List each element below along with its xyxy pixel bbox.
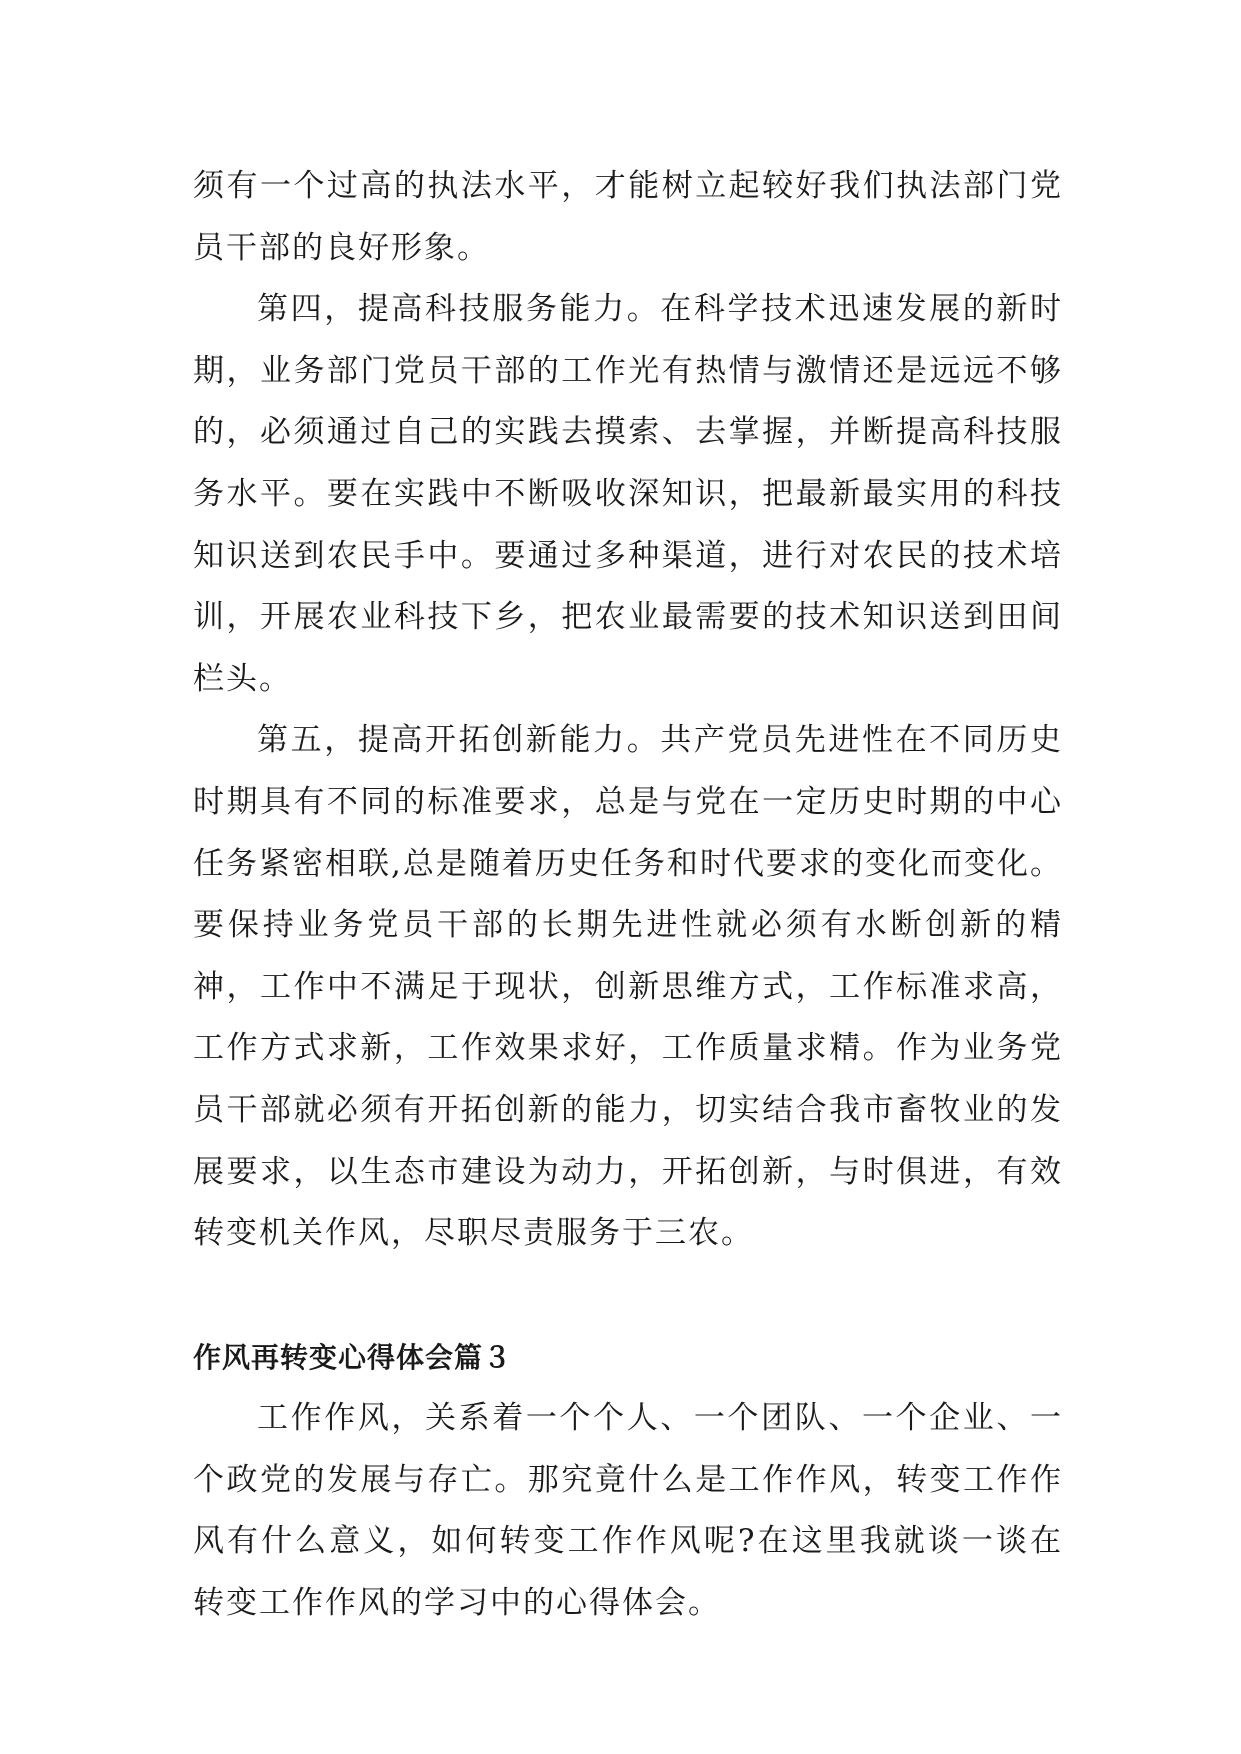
section-heading: 作风再转变心得体会篇３ bbox=[193, 1340, 513, 1374]
document-body bbox=[193, 156, 1063, 1635]
paragraph-fourth-point: 第四，提高科技服务能力。在科学技术迅速发展的新时期，业务部门党员干部的工作光有热情与激情还是远远不够的，必须通过自己的实践去摸索、去掌握，并断提高科技服务水平。要在实践中不断吸收深知识，把最新最实用的科技知识送到农民手中。要通过多种渠道，进行对农民的技术培训，开展农业科技下乡，把农业最需要的技术知识送到田间栏头。 bbox=[193, 291, 1063, 697]
paragraph-section-3-intro: 工作作风，关系着一个个人、一个团队、一个企业、一个政党的发展与存亡。那究竟什么是工作作风，转变工作作风有什么意义，如何转变工作作风呢?在这里我就谈一谈在转变工作作风的学习中的心得体会。 bbox=[193, 1400, 1063, 1622]
paragraph-fifth-point: 第五，提高开拓创新能力。共产党员先进性在不同历史时期具有不同的标准要求，总是与党在一定历史时期的中心任务紧密相联,总是随着历史任务和时代要求的变化而变化。要保持业务党员干部的长期先进性就必须有水断创新的精神，工作中不满足于现状，创新思维方式，工作标准求高，工作方式求新，工作效果求好，工作质量求精。作为业务党员干部就必须有开拓创新的能力，切实结合我市畜牧业的发展要求，以生态市建设为动力，开拓创新，与时俱进，有效转变机关作风，尽职尽责服务于三农。 bbox=[193, 722, 1063, 1252]
paragraph-continued: 须有一个过高的执法水平，才能树立起较好我们执法部门党员干部的良好形象。 bbox=[193, 168, 1063, 266]
